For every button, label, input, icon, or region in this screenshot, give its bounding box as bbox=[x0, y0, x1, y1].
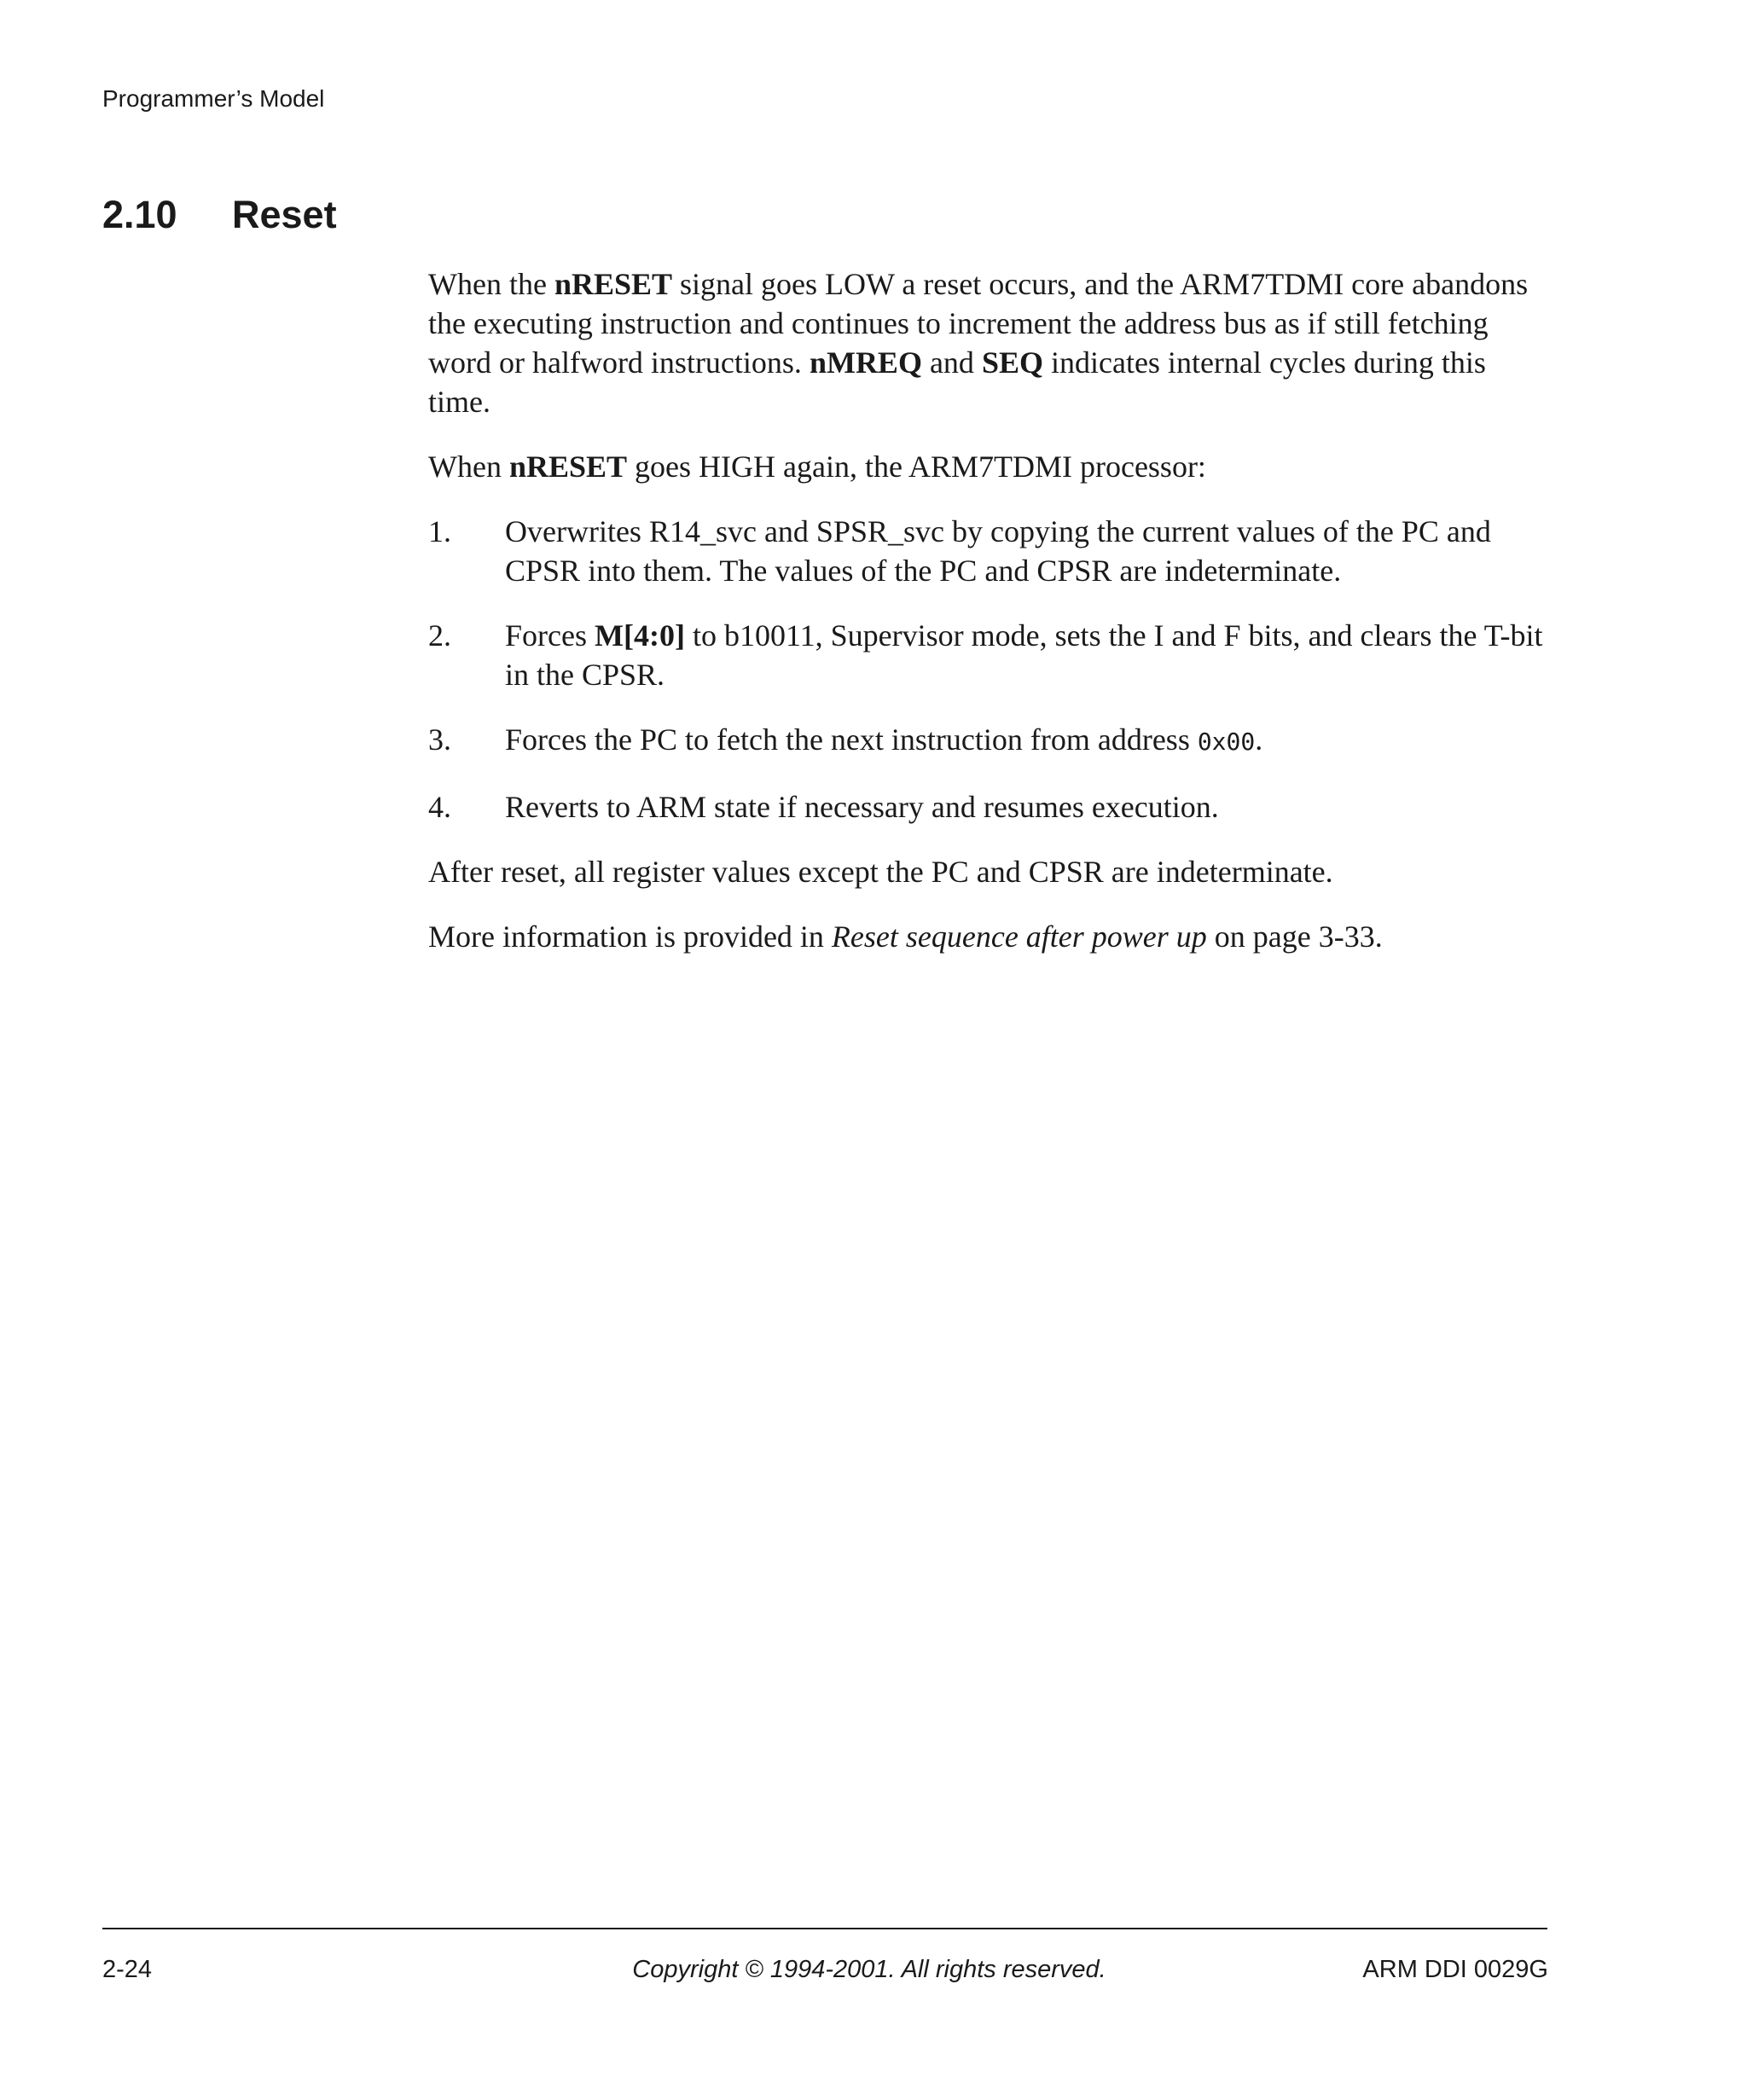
section-body bbox=[428, 264, 1554, 982]
text-run: on page 3-33. bbox=[1206, 919, 1383, 954]
list-item-number: 4. bbox=[428, 790, 451, 824]
document-id: ARM DDI 0029G bbox=[1362, 1956, 1548, 1983]
section-heading bbox=[102, 189, 337, 241]
list-item-number: 2. bbox=[428, 618, 451, 653]
text-run: When the bbox=[428, 267, 554, 301]
text-run: indicates internal cycles during this time. bbox=[428, 345, 1486, 419]
running-header: Programmer’s Model bbox=[102, 85, 325, 112]
cross-reference-link[interactable]: Reset sequence after power up bbox=[831, 919, 1207, 954]
list-item-number: 3. bbox=[428, 722, 451, 757]
paragraph-more-info bbox=[428, 917, 1554, 956]
list-item bbox=[428, 720, 1554, 762]
list-item-number: 1. bbox=[428, 514, 451, 548]
paragraph-reset-low bbox=[428, 264, 1554, 421]
paragraph-after-reset: After reset, all register values except the PC and CPSR are indeterminate. bbox=[428, 855, 1333, 889]
text-run: Forces the PC to fetch the next instruction from address bbox=[505, 722, 1198, 757]
signal-seq: SEQ bbox=[981, 345, 1043, 380]
footer-divider bbox=[102, 1928, 1547, 1929]
section-number: 2.10 bbox=[102, 193, 177, 236]
reset-steps-list bbox=[428, 512, 1554, 827]
code-address: 0x00 bbox=[1197, 728, 1256, 756]
page-number: 2-24 bbox=[102, 1956, 153, 1983]
list-item bbox=[428, 787, 1554, 827]
signal-nreset: nRESET bbox=[554, 267, 673, 301]
list-item-text: Overwrites R14_svc and SPSR_svc by copying the current values of the PC and CPSR into them. The values of the PC and CPSR are indeterminate. bbox=[505, 514, 1491, 588]
text-run: When bbox=[428, 450, 509, 484]
text-run: and bbox=[921, 345, 982, 380]
signal-mode-bits: M[4:0] bbox=[594, 618, 685, 653]
section-title: Reset bbox=[232, 193, 337, 236]
signal-nreset: nRESET bbox=[508, 450, 628, 484]
text-run: goes HIGH again, the ARM7TDMI processor: bbox=[627, 450, 1206, 484]
list-item bbox=[428, 616, 1554, 694]
copyright-text: Copyright © 1994-2001. All rights reserved. bbox=[632, 1956, 1106, 1983]
signal-nmreq: nMREQ bbox=[809, 345, 922, 380]
text-run: signal goes LOW a reset occurs, and the ARM7TDMI core abandons the executing instruction and continues to increment the address bus as if still fetching word or halfword instructions. bbox=[428, 267, 1529, 380]
text-run: More information is provided in bbox=[428, 919, 832, 954]
text-run: . bbox=[1255, 722, 1263, 757]
text-run: Forces bbox=[505, 618, 595, 653]
paragraph-reset-high bbox=[428, 447, 1554, 486]
text-run: to b10011, Supervisor mode, sets the I and F bits, and clears the T-bit in the CPSR. bbox=[505, 618, 1543, 692]
list-item-text: Reverts to ARM state if necessary and resumes execution. bbox=[505, 790, 1219, 824]
list-item bbox=[428, 512, 1554, 590]
